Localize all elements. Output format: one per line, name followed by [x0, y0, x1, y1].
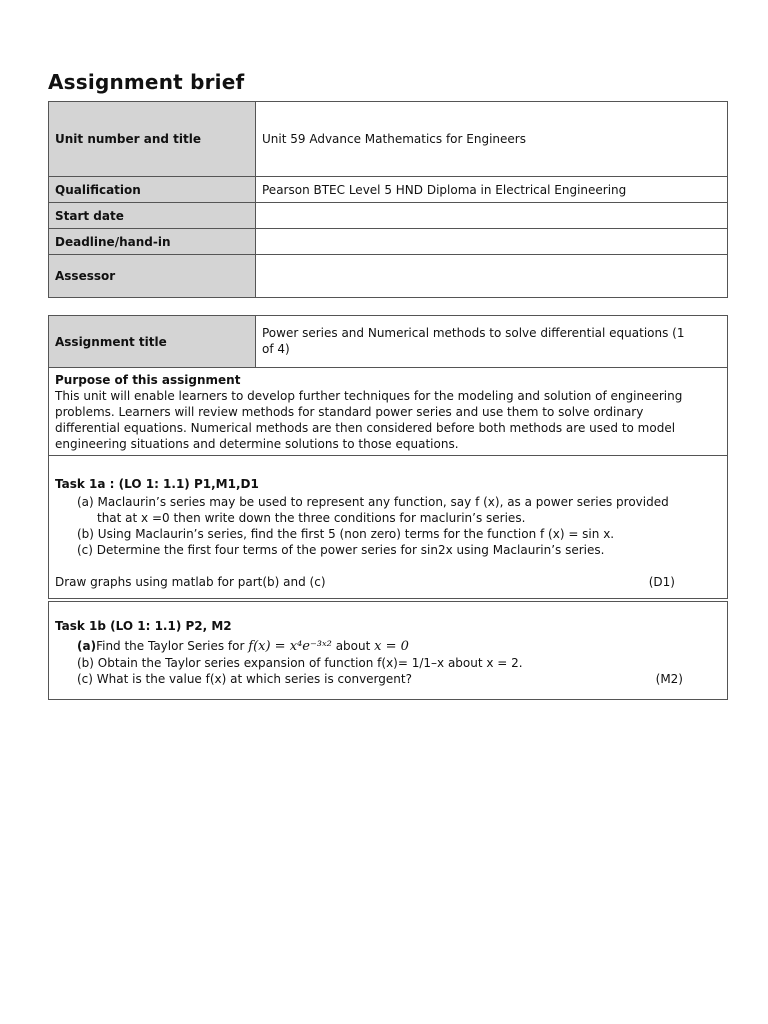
graph-note-row: [55, 574, 721, 590]
purpose-line: This unit will enable learners to develop further techniques for the modeling and solution of engineering: [55, 389, 683, 403]
task-1a-section: [48, 456, 728, 599]
unit-value: Unit 59 Advance Mathematics for Engineers: [256, 102, 728, 177]
table-row: [49, 229, 728, 255]
task-1a-part-b: (b) Using Maclaurin’s series, find the first 5 (non zero) terms for the function f (x) = sin x.: [77, 527, 615, 541]
task-1a-part-c: (c) Determine the first four terms of the power series for sin2x using Maclaurin’s series.: [77, 543, 605, 557]
unit-label: Unit number and title: [49, 102, 256, 177]
assignment-title-line: Power series and Numerical methods to solve differential equations (1: [262, 326, 685, 340]
task-1b-part-c-mark: (M2): [655, 672, 683, 686]
table-row: [49, 177, 728, 203]
task-1b-part-c: (c) What is the value f(x) at which series is convergent?: [77, 672, 412, 686]
start-date-value: [256, 203, 728, 229]
task-1b-part-a-text: Find the Taylor Series for: [96, 639, 245, 653]
task-1a-heading: Task 1a : (LO 1: 1.1) P1,M1,D1: [55, 477, 259, 491]
assignment-title-value: [256, 316, 727, 367]
unit-info-table: [48, 101, 728, 298]
assignment-title-label: Assignment title: [49, 316, 256, 367]
purpose-line: problems. Learners will review methods for standard power series and use them to solve ordinary: [55, 405, 644, 419]
deadline-label: Deadline/hand-in: [49, 229, 256, 255]
purpose-line: differential equations. Numerical methods are then considered before both methods are used to model: [55, 421, 676, 435]
task-1a-part-a: [55, 494, 721, 526]
task-1b-heading: Task 1b (LO 1: 1.1) P2, M2: [55, 619, 232, 633]
qualification-label: Qualification: [49, 177, 256, 203]
task-1b-part-b: (b) Obtain the Taylor series expansion of function f(x)= 1/1–x about x = 2.: [77, 656, 523, 670]
assessor-label: Assessor: [49, 255, 256, 298]
task-1b-section: [48, 601, 728, 700]
taylor-formula: f(x) = x⁴e⁻³ˣ²: [248, 639, 332, 654]
assignment-title-line: of 4): [262, 342, 290, 356]
page-title: Assignment brief: [48, 70, 245, 94]
start-date-label: Start date: [49, 203, 256, 229]
qualification-value: Pearson BTEC Level 5 HND Diploma in Electrical Engineering: [256, 177, 728, 203]
graph-mark: (D1): [648, 575, 675, 589]
purpose-section: [48, 366, 728, 456]
assignment-title-row: [48, 315, 728, 368]
task-1b-about: about: [335, 639, 371, 653]
expansion-point: x = 0: [374, 639, 409, 654]
task-1b-part-a: [55, 638, 721, 655]
task-1b-part-c-row: [55, 671, 721, 687]
task-1b-part-a-prefix: (a): [77, 639, 97, 653]
task-1a-part-a-line: (a) Maclaurin’s series may be used to represent any function, say f (x), as a power series provided: [77, 495, 669, 509]
purpose-line: engineering situations and determine solutions to those equations.: [55, 437, 459, 451]
table-row: [49, 102, 728, 177]
table-row: [49, 255, 728, 298]
purpose-heading: Purpose of this assignment: [55, 373, 241, 387]
assessor-value: [256, 255, 728, 298]
table-row: [49, 203, 728, 229]
deadline-value: [256, 229, 728, 255]
graph-note: Draw graphs using matlab for part(b) and (c): [55, 575, 326, 589]
task-1a-part-a-line: that at x =0 then write down the three conditions for maclurin’s series.: [97, 511, 526, 525]
